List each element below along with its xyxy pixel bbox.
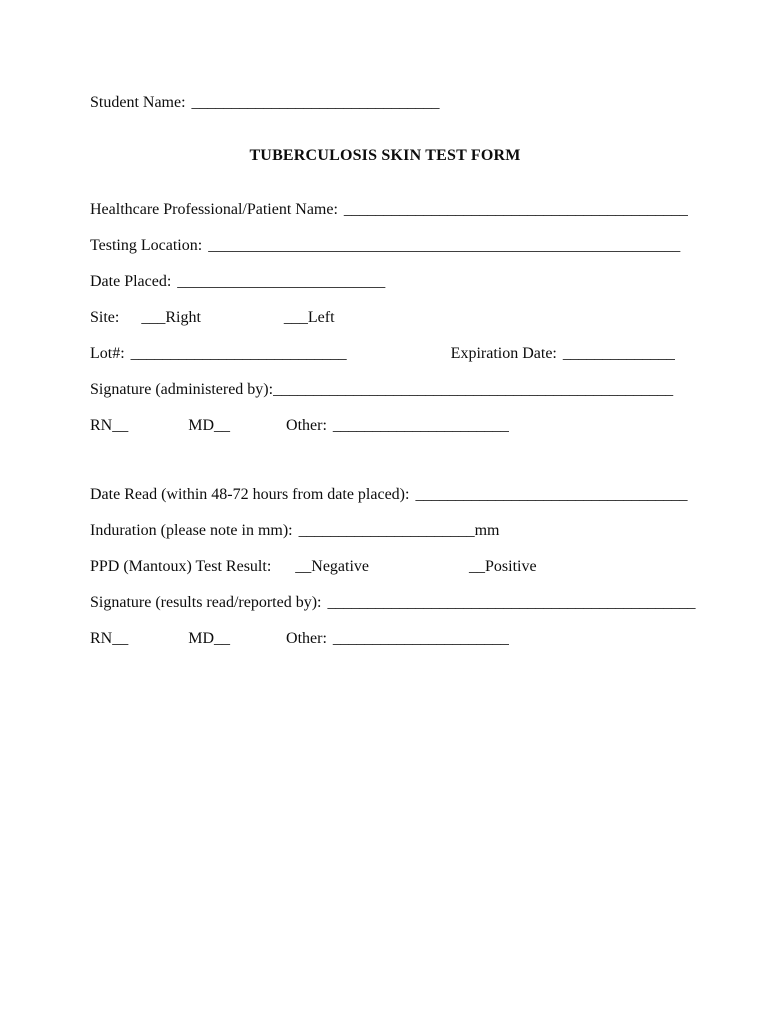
signature-administered-row	[90, 382, 680, 398]
signature-results-label: Signature (results read/reported by):	[90, 594, 322, 611]
student-name-label: Student Name:	[90, 94, 186, 111]
result-positive-option[interactable]: __Positive	[469, 558, 537, 575]
date-placed-row	[90, 274, 680, 290]
testing-location-row	[90, 238, 680, 254]
induration-row	[90, 523, 680, 539]
administered-other-blank[interactable]: ______________________	[332, 417, 509, 434]
results-md-option[interactable]: MD__	[188, 630, 231, 647]
professional-name-blank[interactable]: ___________________________________________	[343, 201, 688, 218]
date-placed-label: Date Placed:	[90, 273, 172, 290]
student-name-row	[90, 95, 680, 111]
site-label: Site:	[90, 309, 120, 326]
lot-expiration-row	[90, 346, 680, 362]
lot-number-label: Lot#:	[90, 345, 125, 362]
induration-unit-label: mm	[474, 522, 500, 539]
results-rn-option[interactable]: RN__	[90, 630, 129, 647]
testing-location-label: Testing Location:	[90, 237, 203, 254]
test-result-row	[90, 559, 680, 575]
date-read-blank[interactable]: __________________________________	[415, 486, 688, 503]
administered-other-label: Other:	[286, 417, 327, 434]
results-credentials-row	[90, 631, 680, 647]
signature-results-row	[90, 594, 696, 611]
signature-administered-blank[interactable]: __________________________________________________	[273, 381, 674, 398]
signature-administered-label: Signature (administered by):	[90, 381, 274, 398]
test-result-label: PPD (Mantoux) Test Result:	[90, 558, 272, 575]
administered-md-option[interactable]: MD__	[188, 417, 231, 434]
lot-number-blank[interactable]: ___________________________	[130, 345, 347, 362]
administered-rn-option[interactable]: RN__	[90, 417, 129, 434]
administered-credentials-row	[90, 418, 680, 434]
date-placed-blank[interactable]: __________________________	[177, 273, 386, 290]
professional-name-label: Healthcare Professional/Patient Name:	[90, 201, 338, 218]
site-left-option[interactable]: ___Left	[283, 309, 335, 326]
expiration-date-label: Expiration Date:	[450, 345, 557, 362]
signature-results-blank[interactable]: ______________________________________________	[327, 594, 696, 611]
result-negative-option[interactable]: __Negative	[295, 558, 370, 575]
site-row	[90, 310, 680, 326]
testing-location-blank[interactable]: ___________________________________________________________	[208, 237, 681, 254]
date-read-row	[90, 486, 688, 503]
expiration-date-blank[interactable]: ______________	[562, 345, 675, 362]
site-right-option[interactable]: ___Right	[141, 309, 201, 326]
form-title: TUBERCULOSIS SKIN TEST FORM	[249, 147, 521, 164]
date-read-label: Date Read (within 48-72 hours from date placed):	[90, 486, 410, 503]
results-other-blank[interactable]: ______________________	[332, 630, 509, 647]
induration-blank[interactable]: ______________________	[298, 522, 475, 539]
results-other-label: Other:	[286, 630, 327, 647]
induration-label: Induration (please note in mm):	[90, 522, 293, 539]
student-name-blank[interactable]: _______________________________	[191, 94, 440, 111]
professional-name-row	[90, 201, 688, 218]
